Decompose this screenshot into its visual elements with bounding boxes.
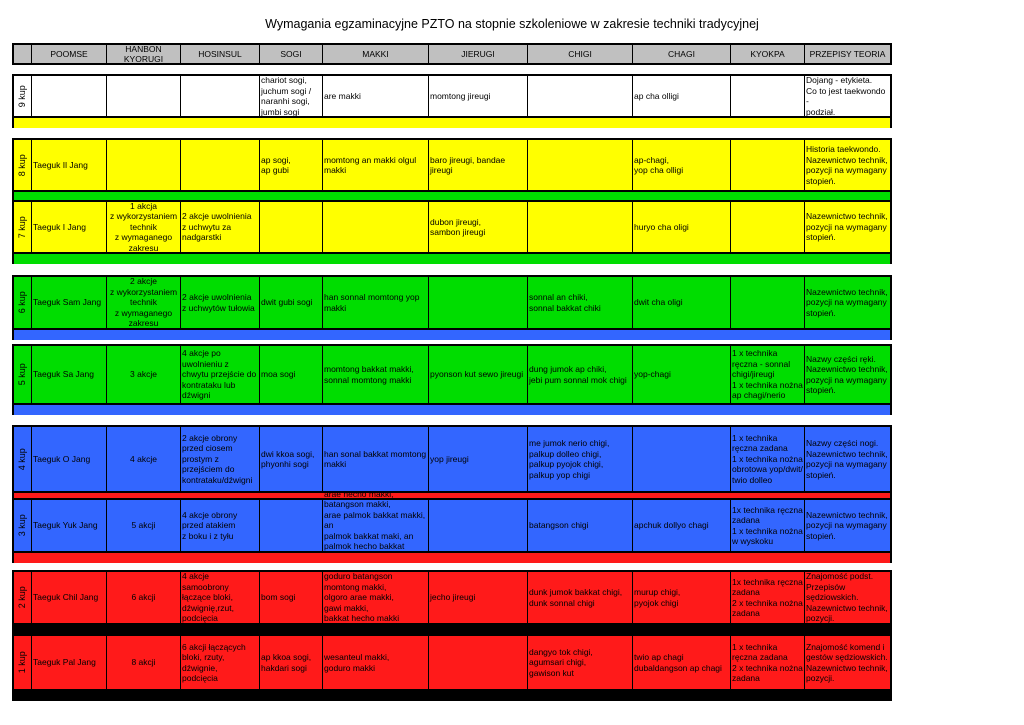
cell-hanbon-kyorugi [107,346,181,403]
cell-text: 2 akcje uwolnienia z uchwytu za nadgarstki [182,211,252,243]
cell-hosinsul [181,636,260,689]
cell-chigi [528,572,633,623]
cell-poomse [32,277,107,328]
cell-sogi [260,427,323,491]
cell-makki [323,488,429,552]
cell-text: yop-chagi [634,369,671,380]
kup-text: 1 kup [17,651,28,674]
cell-przepisy-teoria [805,202,890,252]
cell-text: Nazewnictwo technik, pozycji na wymagany stopień. [806,286,888,318]
cell-jierugi [429,427,528,491]
cell-text: han sonnal momtong yop makki [324,292,420,313]
cell-chagi [633,140,731,190]
cell-sogi [260,277,323,328]
cell-hosinsul [181,572,260,623]
cell-poomse [32,202,107,252]
row-separator [12,254,892,264]
cell-chigi [528,277,633,328]
cell-text: Nazewnictwo technik, pozycji na wymagany stopień. [806,509,888,541]
cell-text: 1 akcja z wykorzystaniem technik z wymaganego zakresu [109,200,178,253]
table-row [12,138,892,192]
cell-text: 2 akcje z wykorzystaniem technik z wymaganego zakresu [109,276,178,329]
cell-text: ap-chagi, yop cha olligi [634,154,684,175]
cell-text: han sonal bakkat momtong makki [324,448,427,469]
cell-przepisy-teoria [805,636,890,689]
cell-chigi [528,76,633,116]
cell-text: Taeguk I Jang [33,221,86,232]
cell-kyokpa [731,202,805,252]
table-row [12,488,892,553]
cell-text: bom sogi [261,592,296,603]
kup-label [14,277,32,328]
cell-makki [323,76,429,116]
cell-text: pyonson kut sewo jireugi [430,369,524,380]
cell-hosinsul [181,202,260,252]
cell-makki [323,572,429,623]
header-jierugi: JIERUGI [429,45,528,63]
header-sogi: SOGI [260,45,323,63]
cell-text: huryo cha oligi [634,221,689,232]
cell-przepisy-teoria [805,427,890,491]
cell-chigi [528,140,633,190]
cell-text: 1x technika ręczna zadana 2 x technika nożna zadana [732,576,803,618]
table-row [12,425,892,493]
kup-label [14,346,32,403]
header-hanbon-kyorugi: HANBON KYORUGI [107,45,181,63]
cell-hosinsul [181,140,260,190]
cell-hanbon-kyorugi [107,572,181,623]
cell-hosinsul [181,76,260,116]
header-makki: MAKKI [323,45,429,63]
kup-label [14,202,32,252]
kup-text: 9 kup [17,84,28,108]
cell-text: goduro batangson momtong makki, olgoro arae makki, gawi makki, bakkat hecho makki [324,571,400,624]
cell-text: murup chigi, pyojok chigi [634,587,681,608]
kup-label [14,427,32,491]
header-kup [14,45,32,63]
header-kyokpa: KYOKPA [731,45,805,63]
cell-text: Historia taekwondo. Nazewnictwo technik, pozycji na wymagany stopień. [806,144,888,186]
kup-text: 3 kup [17,514,28,537]
cell-text: Taeguk O Jang [33,453,91,464]
cell-hanbon-kyorugi [107,140,181,190]
cell-hanbon-kyorugi [107,202,181,252]
cell-jierugi [429,140,528,190]
header-hosinsul: HOSINSUL [181,45,260,63]
table-row [12,200,892,254]
cell-makki [323,277,429,328]
cell-chagi [633,346,731,403]
cell-text: ap cha olligi [634,90,679,101]
cell-hosinsul [181,500,260,551]
cell-kyokpa [731,427,805,491]
cell-kyokpa [731,277,805,328]
cell-chagi [633,202,731,252]
cell-sogi [260,636,323,689]
cell-chagi [633,427,731,491]
cell-text: Taeguk Sam Jang [33,297,102,308]
cell-text: chariot sogi, juchum sogi / naranhi sogi, jumbi sogi [261,75,312,117]
cell-kyokpa [731,140,805,190]
cell-text: yop jireugi [430,453,469,464]
page-title: Wymagania egzaminacyjne PZTO na stopnie szkoleniowe w zakresie techniki tradycyjnej [265,17,759,31]
cell-przepisy-teoria [805,500,890,551]
cell-przepisy-teoria [805,277,890,328]
cell-chigi [528,202,633,252]
cell-sogi [260,140,323,190]
kup-text: 8 kup [17,153,28,177]
header-przepisy-teoria: PRZEPISY TEORIA [809,49,886,59]
cell-text: ap sogi, ap gubi [261,154,291,175]
cell-text: dunk jumok bakkat chigi, dunk sonnal chigi [529,587,623,608]
cell-sogi [260,572,323,623]
header-chigi: CHIGI [528,45,633,63]
cell-chigi [528,346,633,403]
cell-poomse [32,346,107,403]
cell-text: 1 x technika ręczna - sonnal chigi/jireugi 1 x technika nożna ap chagi/nerio [732,348,803,401]
cell-text: dwit gubi sogi [261,297,313,308]
cell-text: 8 akcji [131,657,156,668]
cell-poomse [32,636,107,689]
cell-makki [323,346,429,403]
cell-jierugi [429,636,528,689]
table-row [12,570,892,625]
cell-text: ap kkoa sogi, hakdari sogi [261,652,312,673]
cell-hosinsul [181,277,260,328]
kup-text: 7 kup [17,215,28,239]
cell-poomse [32,500,107,551]
cell-text: arae hecho makki, batangson makki, arae palmok bakkat makki, an palmok bakkat maki, an palmok hecho bakkat [324,488,426,552]
cell-text: momtong bakkat makki, sonnal momtong makki [324,364,414,385]
cell-text: 1x technika ręczna zadana 1 x technika nożna w wyskoku [732,504,803,546]
row-separator [12,405,892,415]
cell-text: dung jumok ap chiki, jebi pum sonnal mok chigi [529,364,627,385]
table-row [12,275,892,330]
cell-chagi [633,500,731,551]
cell-text: 5 akcji [131,520,156,531]
cell-text: wesanteul makki, goduro makki [324,652,390,673]
cell-text: 1 x technika ręczna zadana 1 x technika nożna obrotowa yop/dwit/ twio dolleo [732,432,803,485]
table-row [12,634,892,691]
kup-label [14,140,32,190]
cell-text: me jumok nerio chigi, palkup dolleo chigi, palkup pyojok chigi, palkup yop chigi [529,438,610,480]
cell-text: jecho jireugi [430,592,476,603]
cell-jierugi [429,572,528,623]
cell-kyokpa [731,636,805,689]
table-row [12,74,892,118]
cell-text: sonnal an chiki, sonnal bakkat chiki [529,292,601,313]
cell-text: 1 x technika ręczna zadana 2 x technika nożna zadana [732,641,803,683]
cell-text: 6 akcji łączących bloki, rzuty, dźwignie, podcięcia [182,641,246,683]
cell-kyokpa [731,346,805,403]
cell-text: moa sogi [261,369,296,380]
cell-kyokpa [731,572,805,623]
cell-text: batangson chigi [529,520,589,531]
cell-chagi [633,572,731,623]
cell-sogi [260,76,323,116]
cell-chigi [528,427,633,491]
cell-chigi [528,636,633,689]
cell-text: Taeguk Chil Jang [33,592,99,603]
cell-hanbon-kyorugi [107,76,181,116]
cell-jierugi [429,76,528,116]
cell-hanbon-kyorugi [107,500,181,551]
kup-label [14,636,32,689]
kup-label [14,76,32,116]
cell-text: Znajomość komend i gestów sędziowskich. Nazewnictwo technik, pozycji. [806,641,888,683]
cell-sogi [260,346,323,403]
cell-sogi [260,202,323,252]
cell-text: Nazwy części ręki. Nazewnictwo technik, pozycji na wymagany stopień. [806,353,888,395]
cell-text: baro jireugi, bandae jireugi [430,154,506,175]
kup-text: 4 kup [17,447,28,471]
header-chagi: CHAGI [633,45,731,63]
table-row [12,344,892,405]
cell-chagi [633,76,731,116]
cell-text: Nazewnictwo technik, pozycji na wymagany stopień. [806,211,888,243]
kup-label [14,572,32,623]
cell-kyokpa [731,500,805,551]
kup-text: 5 kup [17,363,28,386]
cell-text: 2 akcje uwolnienia z uchwytów tułowia [182,292,255,313]
cell-hosinsul [181,346,260,403]
cell-chagi [633,636,731,689]
cell-poomse [32,572,107,623]
row-separator [12,118,892,128]
cell-przepisy-teoria [805,140,890,190]
cell-text: Taeguk Il Jang [33,159,88,170]
table-header [12,43,892,65]
cell-jierugi [429,500,528,551]
cell-jierugi [429,202,528,252]
cell-text: Taeguk Yuk Jang [33,520,98,531]
cell-text: apchuk dollyo chagi [634,520,709,531]
cell-text: dwi kkoa sogi, phyonhi sogi [261,448,315,469]
cell-makki [323,140,429,190]
cell-chagi [633,277,731,328]
kup-text: 2 kup [17,586,28,609]
cell-text: 4 akcje obrony przed atakiem z boku i z tyłu [182,509,238,541]
kup-text: 6 kup [17,291,28,314]
cell-text: Znajomość podst. Przepisów sędziowskich. Nazewnictwo technik, pozycji. [806,571,888,624]
cell-jierugi [429,346,528,403]
cell-przepisy-teoria [805,76,890,116]
cell-text: momtong jireugi [430,90,491,101]
cell-text: Taeguk Pal Jang [33,657,96,668]
cell-makki [323,427,429,491]
cell-text: Taeguk Sa Jang [33,369,94,380]
cell-sogi [260,500,323,551]
cell-text: 6 akcji [131,592,156,603]
cell-text: dangyo tok chigi, agumsari chigi, gawison kut [529,646,593,678]
cell-przepisy-teoria [805,346,890,403]
cell-text: twio ap chagi dubaldangson ap chagi [634,652,722,673]
cell-chigi [528,500,633,551]
cell-kyokpa [731,76,805,116]
header-poomse: POOMSE [32,45,107,63]
row-separator [12,553,892,563]
row-separator [12,330,892,340]
cell-text: dwit cha oligi [634,297,683,308]
cell-makki [323,202,429,252]
cell-text: momtong an makki olgul makki [324,154,417,175]
cell-text: are makki [324,90,361,101]
kup-label [14,500,32,551]
table-bottom-bar [12,691,892,701]
cell-text: dubon jireugi, sambon jireugi [430,216,486,237]
cell-text: 3 akcje [130,369,157,380]
cell-jierugi [429,277,528,328]
cell-hanbon-kyorugi [107,427,181,491]
cell-poomse [32,140,107,190]
cell-text: 4 akcje po uwolnieniu z chwytu przejście do kontrataku lub dźwigni [182,348,257,401]
cell-poomse [32,427,107,491]
cell-hosinsul [181,427,260,491]
cell-text: 4 akcje samoobrony łączące bloki, dźwignię,rzut, podcięcia [182,571,234,624]
cell-hanbon-kyorugi [107,277,181,328]
cell-makki [323,636,429,689]
cell-hanbon-kyorugi [107,636,181,689]
cell-poomse [32,76,107,116]
cell-text: Nazwy części nogi. Nazewnictwo technik, pozycji na wymagany stopień. [806,438,888,480]
cell-przepisy-teoria [805,572,890,623]
cell-text: 2 akcje obrony przed ciosem prostym z przejściem do kontrataku/dźwigni [182,432,253,485]
cell-text: Dojang - etykieta. Co to jest taekwondo - podział. [806,75,886,117]
cell-text: 4 akcje [130,453,157,464]
